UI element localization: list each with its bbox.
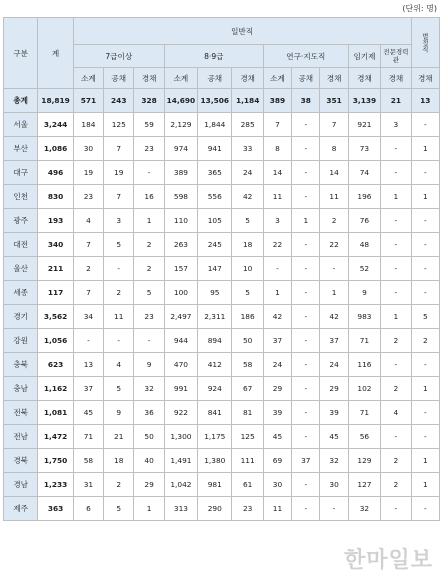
cell-g7-car: 50 (134, 425, 164, 449)
table-row (4, 497, 440, 521)
cell-g7-open: 7 (104, 185, 134, 209)
cell-g7-open: 5 (104, 377, 134, 401)
cell-g89-car: 61 (232, 473, 263, 497)
cell-total: 1,162 (38, 377, 73, 401)
cell-it-car: 73 (348, 137, 380, 161)
cell-g89-sub: 313 (164, 497, 197, 521)
cell-g7-open: 5 (104, 233, 134, 257)
cell-g89-open: 13,506 (198, 89, 232, 113)
cell-g89-open: 147 (198, 257, 232, 281)
cell-g7-open: 11 (104, 305, 134, 329)
cell-r-car: 11 (320, 185, 348, 209)
cell-it-car: 116 (348, 353, 380, 377)
cell-g7-sub: - (73, 329, 103, 353)
cell-g89-open: 412 (198, 353, 232, 377)
table-row (4, 401, 440, 425)
table-row (4, 257, 440, 281)
cell-g89-car: 111 (232, 449, 263, 473)
cell-sp-car: - (381, 209, 411, 233)
cell-g7-open: 125 (104, 113, 134, 137)
cell-ot-car: 5 (411, 305, 439, 329)
cell-g89-car: 5 (232, 281, 263, 305)
cell-r-sub: 37 (263, 329, 291, 353)
cell-region: 충남 (4, 377, 38, 401)
cell-r-open: 1 (292, 209, 320, 233)
header-general: 일반직 (73, 18, 411, 45)
table-row (4, 137, 440, 161)
cell-g7-car: 328 (134, 89, 164, 113)
cell-r-car: 32 (320, 449, 348, 473)
cell-r-car: - (320, 257, 348, 281)
cell-r-car: 7 (320, 113, 348, 137)
cell-region: 인천 (4, 185, 38, 209)
cell-it-car: 56 (348, 425, 380, 449)
header-career: 경채 (134, 68, 164, 89)
cell-ot-car: 1 (411, 185, 439, 209)
table-row (4, 209, 440, 233)
cell-g7-sub: 23 (73, 185, 103, 209)
cell-g89-car: 1,184 (232, 89, 263, 113)
cell-g89-sub: 389 (164, 161, 197, 185)
header-career: 경채 (381, 68, 411, 89)
cell-it-car: 921 (348, 113, 380, 137)
cell-g7-open: 2 (104, 281, 134, 305)
header-open: 공채 (104, 68, 134, 89)
cell-g89-sub: 1,042 (164, 473, 197, 497)
cell-sp-car: 2 (381, 473, 411, 497)
cell-sp-car: - (381, 161, 411, 185)
cell-total: 1,472 (38, 425, 73, 449)
cell-sp-car: 1 (381, 185, 411, 209)
cell-r-car: 24 (320, 353, 348, 377)
cell-sp-car: - (381, 497, 411, 521)
cell-g7-sub: 19 (73, 161, 103, 185)
header-subtotal: 소계 (263, 68, 291, 89)
table-header (4, 18, 440, 89)
cell-g7-car: 32 (134, 377, 164, 401)
cell-g89-car: 58 (232, 353, 263, 377)
cell-g89-sub: 598 (164, 185, 197, 209)
cell-r-sub: 29 (263, 377, 291, 401)
cell-g7-car: 36 (134, 401, 164, 425)
table-row (4, 161, 440, 185)
cell-g89-sub: 157 (164, 257, 197, 281)
recruitment-table (3, 17, 440, 521)
cell-r-open: 37 (292, 449, 320, 473)
cell-g7-car: 2 (134, 233, 164, 257)
header-total: 계 (38, 18, 73, 89)
cell-sp-car: 1 (381, 305, 411, 329)
cell-it-car: 129 (348, 449, 380, 473)
cell-g7-sub: 45 (73, 401, 103, 425)
cell-r-sub: 389 (263, 89, 291, 113)
cell-r-car: 351 (320, 89, 348, 113)
header-specialist: 전문경력관 (381, 45, 411, 68)
cell-r-open: - (292, 305, 320, 329)
cell-r-sub: 11 (263, 497, 291, 521)
cell-r-car: 45 (320, 425, 348, 449)
cell-sp-car: 4 (381, 401, 411, 425)
cell-g89-car: 5 (232, 209, 263, 233)
cell-g7-open: 3 (104, 209, 134, 233)
cell-ot-car: - (411, 209, 439, 233)
cell-g89-car: 125 (232, 425, 263, 449)
cell-it-car: 74 (348, 161, 380, 185)
cell-it-car: 52 (348, 257, 380, 281)
cell-r-open: - (292, 233, 320, 257)
header-career: 경채 (348, 68, 380, 89)
cell-region: 광주 (4, 209, 38, 233)
table-row (4, 281, 440, 305)
cell-total: 340 (38, 233, 73, 257)
cell-r-car: 30 (320, 473, 348, 497)
cell-ot-car: 1 (411, 473, 439, 497)
cell-r-sub: 7 (263, 113, 291, 137)
cell-r-open: - (292, 497, 320, 521)
cell-g7-car: 40 (134, 449, 164, 473)
cell-ot-car: 1 (411, 449, 439, 473)
cell-r-sub: 11 (263, 185, 291, 209)
cell-r-sub: 22 (263, 233, 291, 257)
cell-r-open: - (292, 281, 320, 305)
cell-r-open: - (292, 473, 320, 497)
cell-r-sub: 69 (263, 449, 291, 473)
cell-g89-car: 24 (232, 161, 263, 185)
header-grade89: 8·9급 (164, 45, 263, 68)
cell-g89-car: 67 (232, 377, 263, 401)
cell-it-car: 48 (348, 233, 380, 257)
cell-region: 경기 (4, 305, 38, 329)
cell-total: 18,819 (38, 89, 73, 113)
cell-g89-open: 290 (198, 497, 232, 521)
cell-g7-car: 16 (134, 185, 164, 209)
cell-region: 대구 (4, 161, 38, 185)
cell-g7-car: 59 (134, 113, 164, 137)
cell-ot-car: - (411, 401, 439, 425)
cell-g7-sub: 31 (73, 473, 103, 497)
cell-g7-car: 1 (134, 209, 164, 233)
cell-r-sub: 14 (263, 161, 291, 185)
cell-sp-car: - (381, 281, 411, 305)
cell-g7-sub: 4 (73, 209, 103, 233)
cell-region: 세종 (4, 281, 38, 305)
cell-ot-car: 1 (411, 377, 439, 401)
cell-ot-car: - (411, 257, 439, 281)
cell-it-car: 983 (348, 305, 380, 329)
cell-g89-car: 10 (232, 257, 263, 281)
cell-r-open: 38 (292, 89, 320, 113)
cell-g7-sub: 571 (73, 89, 103, 113)
cell-g89-open: 1,175 (198, 425, 232, 449)
cell-r-sub: - (263, 257, 291, 281)
cell-g89-open: 1,380 (198, 449, 232, 473)
cell-r-sub: 8 (263, 137, 291, 161)
cell-sp-car: - (381, 137, 411, 161)
cell-g7-sub: 30 (73, 137, 103, 161)
cell-g89-sub: 991 (164, 377, 197, 401)
cell-region: 경북 (4, 449, 38, 473)
cell-total: 3,562 (38, 305, 73, 329)
cell-g89-open: 245 (198, 233, 232, 257)
cell-g89-open: 556 (198, 185, 232, 209)
cell-g7-car: - (134, 329, 164, 353)
cell-g89-sub: 1,491 (164, 449, 197, 473)
cell-region: 제주 (4, 497, 38, 521)
cell-g89-open: 924 (198, 377, 232, 401)
cell-g89-sub: 470 (164, 353, 197, 377)
table-row (4, 449, 440, 473)
table-row-sum (4, 89, 440, 113)
cell-g89-sub: 263 (164, 233, 197, 257)
unit-note: (단위: 명) (402, 4, 437, 13)
cell-r-sub: 24 (263, 353, 291, 377)
cell-region: 대전 (4, 233, 38, 257)
cell-r-sub: 42 (263, 305, 291, 329)
cell-g89-open: 95 (198, 281, 232, 305)
cell-g89-open: 365 (198, 161, 232, 185)
header-career: 경채 (320, 68, 348, 89)
cell-g89-car: 186 (232, 305, 263, 329)
cell-g7-sub: 37 (73, 377, 103, 401)
cell-it-car: 196 (348, 185, 380, 209)
cell-r-car: 29 (320, 377, 348, 401)
cell-g89-sub: 922 (164, 401, 197, 425)
cell-r-open: - (292, 257, 320, 281)
cell-g7-open: 5 (104, 497, 134, 521)
cell-ot-car: - (411, 497, 439, 521)
cell-r-car: 2 (320, 209, 348, 233)
cell-sp-car: 21 (381, 89, 411, 113)
cell-total: 193 (38, 209, 73, 233)
header-open: 공채 (198, 68, 232, 89)
cell-g7-car: 2 (134, 257, 164, 281)
cell-ot-car: - (411, 161, 439, 185)
cell-g89-sub: 14,690 (164, 89, 197, 113)
table-row (4, 377, 440, 401)
cell-total: 623 (38, 353, 73, 377)
header-career: 경채 (232, 68, 263, 89)
cell-g7-car: 5 (134, 281, 164, 305)
cell-r-open: - (292, 113, 320, 137)
cell-r-car: 39 (320, 401, 348, 425)
cell-g7-car: 1 (134, 497, 164, 521)
table-row (4, 113, 440, 137)
table-row (4, 353, 440, 377)
cell-g89-sub: 1,300 (164, 425, 197, 449)
cell-r-open: - (292, 425, 320, 449)
cell-g89-car: 81 (232, 401, 263, 425)
cell-g89-sub: 110 (164, 209, 197, 233)
cell-sp-car: 3 (381, 113, 411, 137)
watermark-logo: 한마일보 (343, 547, 433, 573)
table-row (4, 185, 440, 209)
cell-region: 부산 (4, 137, 38, 161)
cell-g89-sub: 2,129 (164, 113, 197, 137)
cell-region: 총계 (4, 89, 38, 113)
cell-g89-open: 841 (198, 401, 232, 425)
cell-g7-sub: 13 (73, 353, 103, 377)
cell-r-car: - (320, 497, 348, 521)
cell-g89-sub: 100 (164, 281, 197, 305)
cell-total: 211 (38, 257, 73, 281)
cell-it-car: 32 (348, 497, 380, 521)
header-other: 별정직 (411, 18, 439, 68)
cell-r-car: 42 (320, 305, 348, 329)
cell-ot-car: 13 (411, 89, 439, 113)
cell-g7-sub: 184 (73, 113, 103, 137)
cell-g7-car: - (134, 161, 164, 185)
cell-r-open: - (292, 377, 320, 401)
cell-g7-open: - (104, 329, 134, 353)
cell-r-open: - (292, 161, 320, 185)
cell-it-car: 71 (348, 329, 380, 353)
cell-it-car: 76 (348, 209, 380, 233)
cell-g89-open: 1,844 (198, 113, 232, 137)
cell-g7-open: 4 (104, 353, 134, 377)
cell-total: 496 (38, 161, 73, 185)
header-subtotal: 소계 (73, 68, 103, 89)
cell-r-car: 1 (320, 281, 348, 305)
cell-g7-car: 23 (134, 137, 164, 161)
cell-g89-open: 105 (198, 209, 232, 233)
cell-total: 1,086 (38, 137, 73, 161)
cell-g7-sub: 2 (73, 257, 103, 281)
cell-total: 830 (38, 185, 73, 209)
cell-g7-open: 7 (104, 137, 134, 161)
cell-g7-sub: 71 (73, 425, 103, 449)
header-research: 연구·지도직 (263, 45, 348, 68)
cell-r-sub: 39 (263, 401, 291, 425)
header-subtotal: 소계 (164, 68, 197, 89)
cell-r-car: 22 (320, 233, 348, 257)
cell-g7-car: 29 (134, 473, 164, 497)
cell-sp-car: 2 (381, 449, 411, 473)
cell-r-open: - (292, 185, 320, 209)
table-row (4, 305, 440, 329)
table-body (4, 89, 440, 521)
header-open: 공채 (292, 68, 320, 89)
cell-region: 경남 (4, 473, 38, 497)
cell-g7-sub: 34 (73, 305, 103, 329)
cell-sp-car: - (381, 233, 411, 257)
cell-r-open: - (292, 329, 320, 353)
table-row (4, 329, 440, 353)
cell-it-car: 102 (348, 377, 380, 401)
cell-ot-car: - (411, 353, 439, 377)
cell-g7-car: 9 (134, 353, 164, 377)
cell-r-car: 14 (320, 161, 348, 185)
cell-g89-car: 33 (232, 137, 263, 161)
cell-r-sub: 30 (263, 473, 291, 497)
cell-r-open: - (292, 353, 320, 377)
cell-g7-sub: 6 (73, 497, 103, 521)
table-row (4, 425, 440, 449)
cell-g7-car: 23 (134, 305, 164, 329)
cell-g7-sub: 7 (73, 233, 103, 257)
cell-g89-car: 42 (232, 185, 263, 209)
cell-total: 1,750 (38, 449, 73, 473)
cell-r-open: - (292, 137, 320, 161)
header-itjob: 임기제 (348, 45, 380, 68)
cell-ot-car: - (411, 281, 439, 305)
cell-total: 3,244 (38, 113, 73, 137)
cell-g89-car: 18 (232, 233, 263, 257)
cell-it-car: 9 (348, 281, 380, 305)
cell-g7-open: 2 (104, 473, 134, 497)
cell-r-car: 8 (320, 137, 348, 161)
cell-ot-car: - (411, 233, 439, 257)
table-row (4, 473, 440, 497)
cell-ot-car: - (411, 425, 439, 449)
cell-ot-car: 2 (411, 329, 439, 353)
cell-r-sub: 1 (263, 281, 291, 305)
cell-region: 전북 (4, 401, 38, 425)
cell-g89-sub: 2,497 (164, 305, 197, 329)
cell-g89-sub: 974 (164, 137, 197, 161)
cell-r-open: - (292, 401, 320, 425)
cell-region: 전남 (4, 425, 38, 449)
cell-g89-car: 285 (232, 113, 263, 137)
cell-g89-open: 894 (198, 329, 232, 353)
cell-total: 1,056 (38, 329, 73, 353)
cell-it-car: 3,139 (348, 89, 380, 113)
cell-g7-sub: 7 (73, 281, 103, 305)
header-career: 경채 (411, 68, 439, 89)
cell-region: 서울 (4, 113, 38, 137)
cell-region: 울산 (4, 257, 38, 281)
cell-g89-car: 50 (232, 329, 263, 353)
cell-r-sub: 45 (263, 425, 291, 449)
cell-r-sub: 3 (263, 209, 291, 233)
cell-total: 1,081 (38, 401, 73, 425)
cell-it-car: 127 (348, 473, 380, 497)
cell-sp-car: 2 (381, 377, 411, 401)
cell-total: 1,233 (38, 473, 73, 497)
cell-sp-car: - (381, 425, 411, 449)
cell-g7-open: 243 (104, 89, 134, 113)
cell-sp-car: - (381, 353, 411, 377)
cell-g7-open: 9 (104, 401, 134, 425)
cell-total: 117 (38, 281, 73, 305)
cell-g89-open: 981 (198, 473, 232, 497)
cell-r-car: 37 (320, 329, 348, 353)
cell-g7-open: 19 (104, 161, 134, 185)
cell-g89-open: 2,311 (198, 305, 232, 329)
cell-g7-open: - (104, 257, 134, 281)
cell-ot-car: 1 (411, 137, 439, 161)
cell-g89-sub: 944 (164, 329, 197, 353)
cell-g89-open: 941 (198, 137, 232, 161)
cell-g7-open: 21 (104, 425, 134, 449)
cell-g7-sub: 58 (73, 449, 103, 473)
table-row (4, 233, 440, 257)
cell-g89-car: 23 (232, 497, 263, 521)
cell-sp-car: 2 (381, 329, 411, 353)
cell-sp-car: - (381, 257, 411, 281)
header-region: 구분 (4, 18, 38, 89)
cell-region: 강원 (4, 329, 38, 353)
cell-region: 충북 (4, 353, 38, 377)
cell-ot-car: - (411, 113, 439, 137)
cell-g7-open: 18 (104, 449, 134, 473)
cell-it-car: 71 (348, 401, 380, 425)
cell-total: 363 (38, 497, 73, 521)
header-grade7: 7급이상 (73, 45, 164, 68)
